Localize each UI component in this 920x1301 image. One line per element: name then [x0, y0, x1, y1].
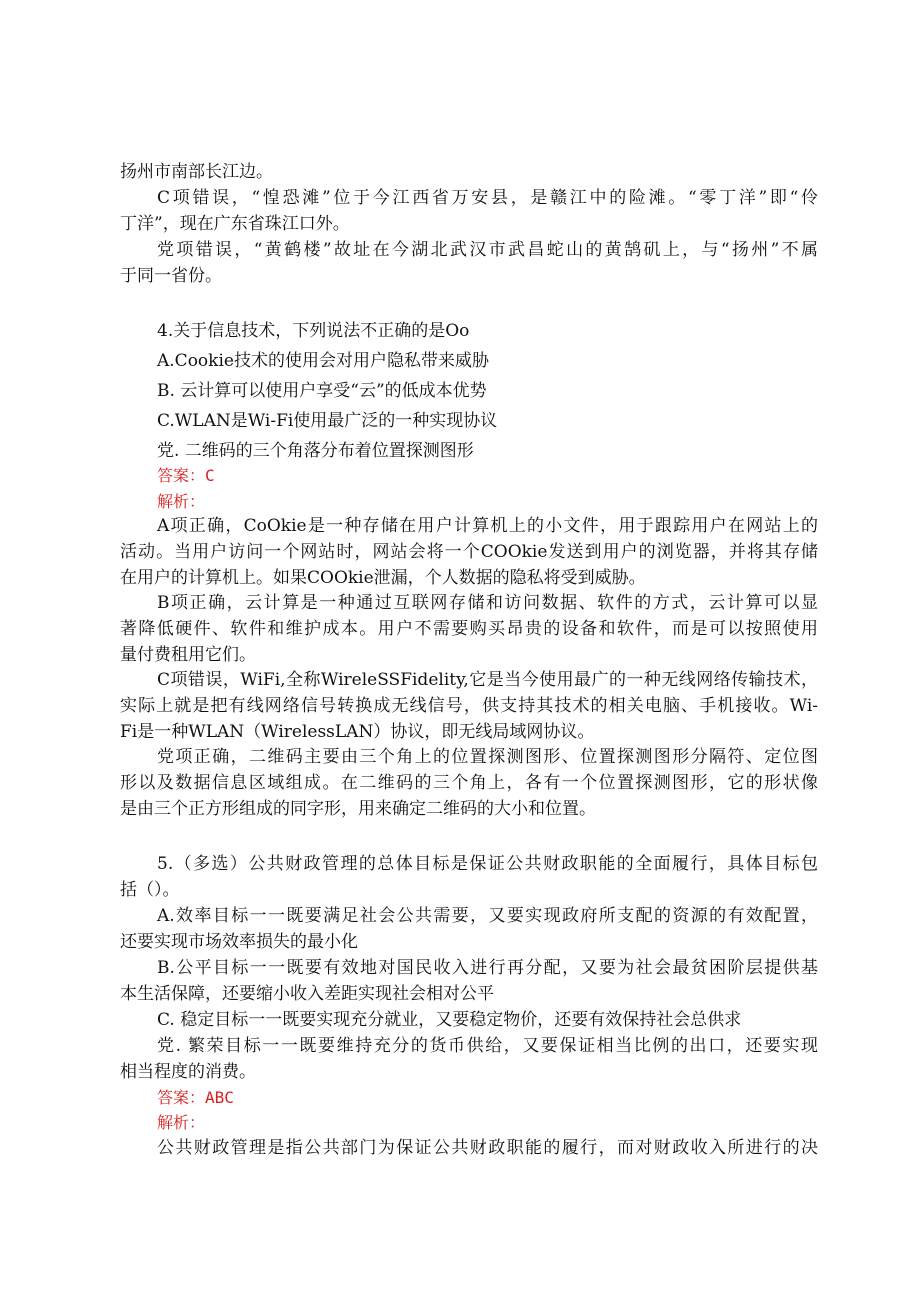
q5-analysis-line1: 公共财政管理是指公共部门为保证公共财政职能的履行，而对财政收入所进行的决 — [157, 1138, 818, 1158]
q4-analysis-b-line3: 量付费租用它们。 — [120, 645, 256, 665]
q4-option-b: B. 云计算可以使用户享受“云”的低成本优势 — [157, 381, 487, 401]
q3-option-c-explanation-line1: C项错误，“惶恐滩”位于今江西省万安县，是赣江中的险滩。“零丁洋”即“伶 — [157, 188, 818, 208]
q5-option-d-line2: 相当程度的消费。 — [120, 1062, 256, 1082]
q5-answer: 答案：ABC — [157, 1088, 234, 1107]
q4-option-d: 党. 二维码的三个角落分布着位置探测图形 — [157, 441, 474, 461]
q5-option-a-line2: 还要实现市场效率损失的最小化 — [120, 932, 358, 952]
q4-option-c: C.WLAN是Wi-Fi使用最广泛的一种实现协议 — [157, 411, 498, 431]
q4-analysis-c-line1: C项错误，WiFi,全称WireleSSFidelity,它是当今使用最广的一种无线网络传输技术， — [157, 670, 818, 690]
q4-option-a: A.Cookie技术的使用会对用户隐私带来威胁 — [157, 351, 489, 371]
q4-analysis-b-line1: B项正确，云计算是一种通过互联网存储和访问数据、软件的方式，云计算可以显 — [157, 593, 818, 613]
q4-analysis-a-line2: 活动。当用户访问一个网站时，网站会将一个COOkie发送到用户的浏览器，并将其存储 — [120, 542, 818, 562]
q4-analysis-d-line3: 是由三个正方形组成的同字形，用来确定二维码的大小和位置。 — [120, 799, 596, 819]
q5-option-b-line2: 本生活保障，还要缩小收入差距实现社会相对公平 — [120, 984, 494, 1004]
q4-analysis-label: 解析： — [157, 492, 206, 511]
q5-option-a-line1: A.效率目标一一既要满足社会公共需要，又要实现政府所支配的资源的有效配置， — [157, 906, 818, 926]
q5-option-b-line1: B.公平目标一一既要有效地对国民收入进行再分配，又要为社会最贫困阶层提供基 — [157, 958, 818, 978]
q5-option-d-line1: 党. 繁荣目标一一既要维持充分的货币供给，又要保证相当比例的出口，还要实现 — [157, 1036, 818, 1056]
q4-analysis-a-line1: A项正确，CoOkie是一种存储在用户计算机上的小文件，用于跟踪用户在网站上的 — [157, 516, 818, 536]
q5-option-c: C. 稳定目标一一既要实现充分就业，又要稳定物价，还要有效保持社会总供求 — [157, 1010, 742, 1030]
q5-analysis-label: 解析： — [157, 1113, 206, 1132]
q3-option-d-explanation-line2: 于同一省份。 — [120, 266, 222, 286]
q5-stem-line1: 5.（多选）公共财政管理的总体目标是保证公共财政职能的全面履行，具体目标包 — [157, 854, 818, 874]
q4-answer: 答案：C — [157, 466, 215, 485]
q4-stem: 4.关于信息技术，下列说法不正确的是Oo — [157, 321, 470, 341]
q4-analysis-b-line2: 著降低硬件、软件和维护成本。用户不需要购买昂贵的设备和软件，而是可以按照使用 — [120, 619, 818, 639]
q4-analysis-c-line3: Fi是一种WLAN（WirelessLAN）协议，即无线局域网协议。 — [120, 722, 595, 742]
q4-analysis-d-line1: 党项正确，二维码主要由三个角上的位置探测图形、位置探测图形分隔符、定位图 — [157, 747, 818, 767]
q5-stem-line2: 括（）。 — [120, 880, 180, 900]
q4-analysis-c-line2: 实际上就是把有线网络信号转换成无线信号，供支持其技术的相关电脑、手机接收。Wi- — [120, 696, 818, 716]
q4-analysis-d-line2: 形以及数据信息区域组成。在二维码的三个角上，各有一个位置探测图形，它的形状像 — [120, 773, 818, 793]
q4-analysis-a-line3: 在用户的计算机上。如果COOkie泄漏，个人数据的隐私将受到威胁。 — [120, 568, 646, 588]
q3-explanation-continuation: 扬州市南部长江边。 — [120, 162, 273, 182]
q3-option-d-explanation-line1: 党项错误，“黄鹤楼”故址在今湖北武汉市武昌蛇山的黄鹄矶上，与“扬州”不属 — [157, 240, 818, 260]
q3-option-c-explanation-line2: 丁洋”，现在广东省珠江口外。 — [120, 214, 350, 234]
